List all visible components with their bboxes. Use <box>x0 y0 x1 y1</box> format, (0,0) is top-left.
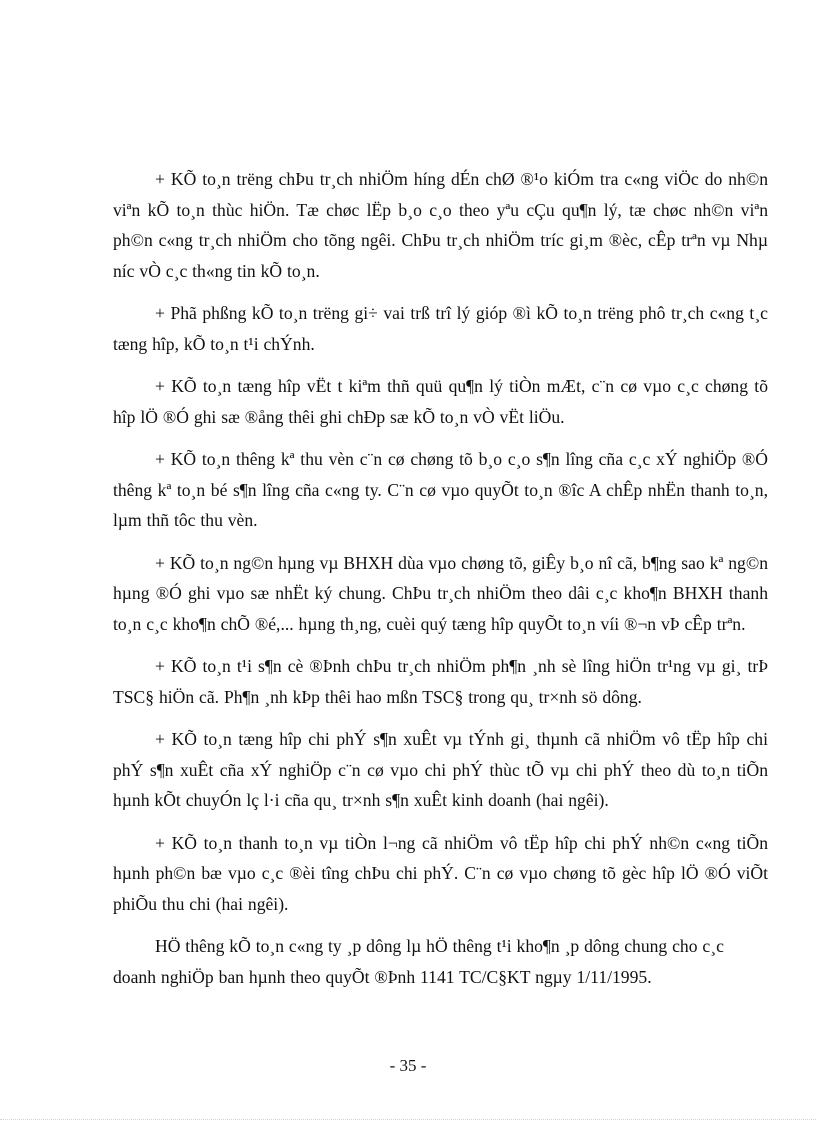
paragraph-deputy-chief: + Phã phßng kÕ to¸n trëng gi÷ vai trß trî lý gióp ®ì kÕ to¸n trëng phô tr¸ch c«ng t¸c tæng hîp, kÕ to¸n t¹i chÝnh. <box>113 303 768 354</box>
document-body <box>113 164 768 1004</box>
paragraph-bank-insurance: + KÕ to¸n ng©n hµng vµ BHXH dùa vµo chøng tõ, giÊy b¸o nî cã, b¶ng sao kª ng©n hµng ®Ó ghi vµo sæ nhËt ký chung. ChÞu tr¸ch nhiÖm theo dâi c¸c kho¶n BHXH thanh to¸n c¸c kho¶n chÕ ®é,... hµng th¸ng, cuèi quý tæng hîp quyÕt to¸n víi ®¬n vÞ cÊp trªn. <box>113 552 768 634</box>
paragraph-accounting-system: HÖ thêng kÕ to¸n c«ng ty ¸p dông lµ hÖ thêng t¹i kho¶n ¸p dông chung cho c¸c doanh nghiÖp ban hµnh theo quyÕt ®Þnh 1141 TC/C§KT ngµy 1/11/1995. <box>113 936 724 987</box>
paragraph-chief-accountant: + KÕ to¸n trëng chÞu tr¸ch nhiÖm híng dÉn chØ ®¹o kiÓm tra c«ng viÖc do nh©n viªn kÕ to¸n thùc hiÖn. Tæ chøc lËp b¸o c¸o theo yªu cÇu qu¶n lý, tæ chøc nh©n viªn ph©n c«ng tr¸ch nhiÖm cho tõng ngêi. ChÞu tr¸ch nhiÖm tríc gi¸m ®èc, cÊp trªn vµ Nhµ níc vÒ c¸c th«ng tin kÕ to¸n. <box>113 169 768 281</box>
paragraph-materials-cashier: + KÕ to¸n tæng hîp vËt t kiªm thñ quü qu¶n lý tiÒn mÆt, c¨n cø vµo c¸c chøng tõ hîp lÖ ®Ó ghi sæ ®ång thêi ghi chÐp sæ kÕ to¸n vÒ vËt liÖu. <box>113 376 768 427</box>
paragraph-payroll: + KÕ to¸n thanh to¸n vµ tiÒn l¬ng cã nhiÖm vô tËp hîp chi phÝ nh©n c«ng tiÕn hµnh ph©n bæ vµo c¸c ®èi tîng chÞu chi phÝ. C¨n cø vµo chøng tõ gèc hîp lÖ ®Ó viÕt phiÕu thu chi (hai ngêi). <box>113 832 768 914</box>
paragraph-fixed-assets: + KÕ to¸n t¹i s¶n cè ®Þnh chÞu tr¸ch nhiÖm ph¶n ¸nh sè lîng hiÖn tr¹ng vµ gi¸ trÞ TSC§ hiÖn cã. Ph¶n ¸nh kÞp thêi hao mßn TSC§ trong qu¸ tr×nh sö dông. <box>113 656 768 707</box>
paragraph-statistics-capital: + KÕ to¸n thêng kª thu vèn c¨n cø chøng tõ b¸o c¸o s¶n lîng cña c¸c xÝ nghiÖp ®Ó thêng kª to¸n bé s¶n lîng cña c«ng ty. C¨n cø vµo quyÕt to¸n ®îc A chÊp nhËn thanh to¸n, lµm thñ tôc thu vèn. <box>113 449 768 530</box>
page-bottom-divider <box>0 1119 816 1120</box>
page-number: - 35 - <box>389 1056 427 1075</box>
paragraph-production-costs: + KÕ to¸n tæng hîp chi phÝ s¶n xuÊt vµ tÝnh gi¸ thµnh cã nhiÖm vô tËp hîp chi phÝ s¶n xuÊt cña xÝ nghiÖp c¨n cø vµo chi phÝ thùc tÕ vµ chi phÝ theo dù to¸n tiÕn hµnh kÕt chuyÓn lç l·i cña qu¸ tr×nh s¶n xuÊt kinh doanh (hai ngêi). <box>113 729 768 810</box>
